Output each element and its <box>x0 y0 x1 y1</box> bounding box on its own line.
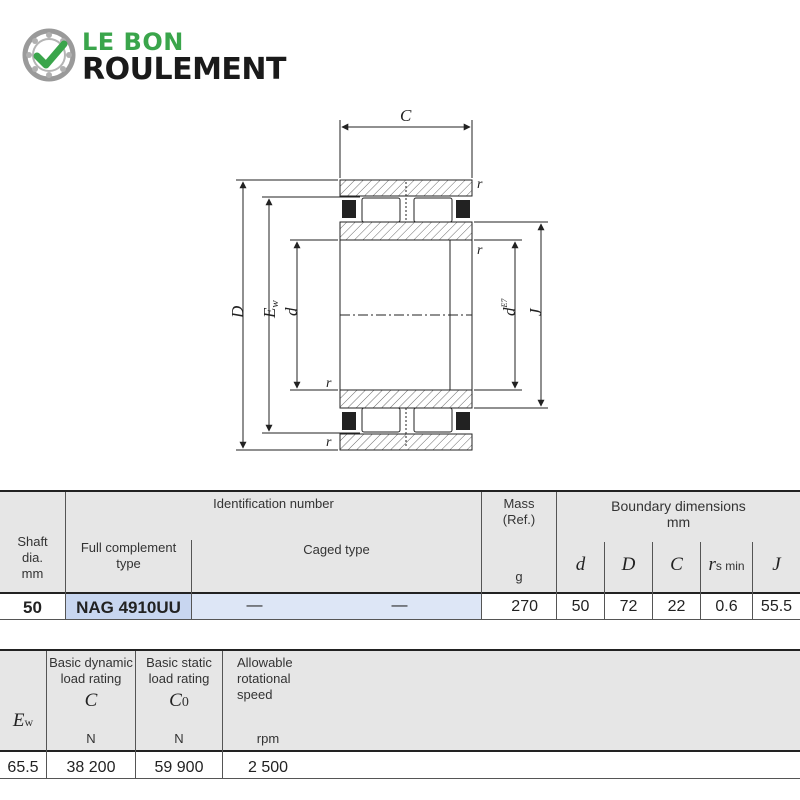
seal-top-left <box>342 200 356 218</box>
label-r-bottom-left: r <box>326 435 332 450</box>
roller-top-right <box>414 198 452 222</box>
header-basic-dynamic-load-rating: Basic dynamic load rating <box>49 655 133 686</box>
header-stat-unit: N <box>174 731 184 746</box>
roller-top-left <box>362 198 400 222</box>
header-full-complement-type: Full complement type <box>80 540 177 571</box>
inner-ring-top <box>340 222 472 240</box>
row-basic-static-load-rating: 59 900 <box>154 759 204 776</box>
label-C: C <box>400 106 412 125</box>
header-allowable-rotational-speed: Allowable rotational speed <box>237 655 293 702</box>
row-shaft-dia: 50 <box>23 598 42 617</box>
row-d: 50 <box>571 598 590 615</box>
row-full-complement-type[interactable]: NAG 4910UU <box>76 598 181 617</box>
row-rs-min: 0.6 <box>715 598 738 615</box>
header-shaft-dia: Shaft dia. mm <box>17 534 48 581</box>
label-r-mid-right: r <box>477 243 483 258</box>
label-d-left: d <box>282 307 301 316</box>
logo-text-top: LE BON <box>82 28 184 56</box>
header-caged-type: Caged type <box>303 542 370 557</box>
seal-top-right <box>456 200 470 218</box>
header-speed-unit: rpm <box>256 731 280 746</box>
row-allowable-rotational-speed: 2 500 <box>247 759 289 776</box>
header-col-d: d <box>575 554 586 575</box>
row-basic-dynamic-load-rating: 38 200 <box>66 759 116 776</box>
row-C: 22 <box>667 598 686 615</box>
header-col-rs-min: rs min <box>708 554 745 575</box>
row-J: 55.5 <box>760 598 793 615</box>
label-D: D <box>228 305 247 318</box>
header-identification-number: Identification number <box>213 496 334 511</box>
specification-table-2 <box>0 649 800 781</box>
logo-text-bottom: ROULEMENT <box>82 52 286 87</box>
header-ew: Ew <box>12 710 34 731</box>
label-Ew: Ew <box>260 300 281 318</box>
specification-table-1 <box>0 490 800 622</box>
header-col-C: C <box>670 554 683 575</box>
header-col-D: D <box>621 554 636 575</box>
header-boundary-dimensions: Boundary dimensions mm <box>611 498 746 530</box>
header-stat-symbol: C0 <box>169 690 189 711</box>
roller-bottom-left <box>362 408 400 432</box>
seal-bottom-left <box>342 412 356 430</box>
header-col-J: J <box>772 554 781 575</box>
header-dyn-unit: N <box>86 731 96 746</box>
header-dyn-symbol: C <box>84 690 98 711</box>
row-caged-type-1: — <box>246 597 263 614</box>
row-caged-type-2: — <box>391 597 408 614</box>
label-r-top-right: r <box>477 177 483 192</box>
header-mass-unit: g <box>515 569 523 584</box>
header-basic-static-load-rating: Basic static load rating <box>146 655 212 686</box>
label-J: J <box>526 308 545 316</box>
label-r-mid-left: r <box>326 376 332 391</box>
row-ew: 65.5 <box>7 759 39 776</box>
row-D: 72 <box>619 598 638 615</box>
inner-ring-bottom <box>340 390 472 408</box>
seal-bottom-right <box>456 412 470 430</box>
roller-bottom-right <box>414 408 452 432</box>
row-mass: 270 <box>511 598 538 615</box>
header-mass: Mass (Ref.) <box>502 496 536 527</box>
label-d-right: $d^{E7}$ <box>500 298 519 316</box>
